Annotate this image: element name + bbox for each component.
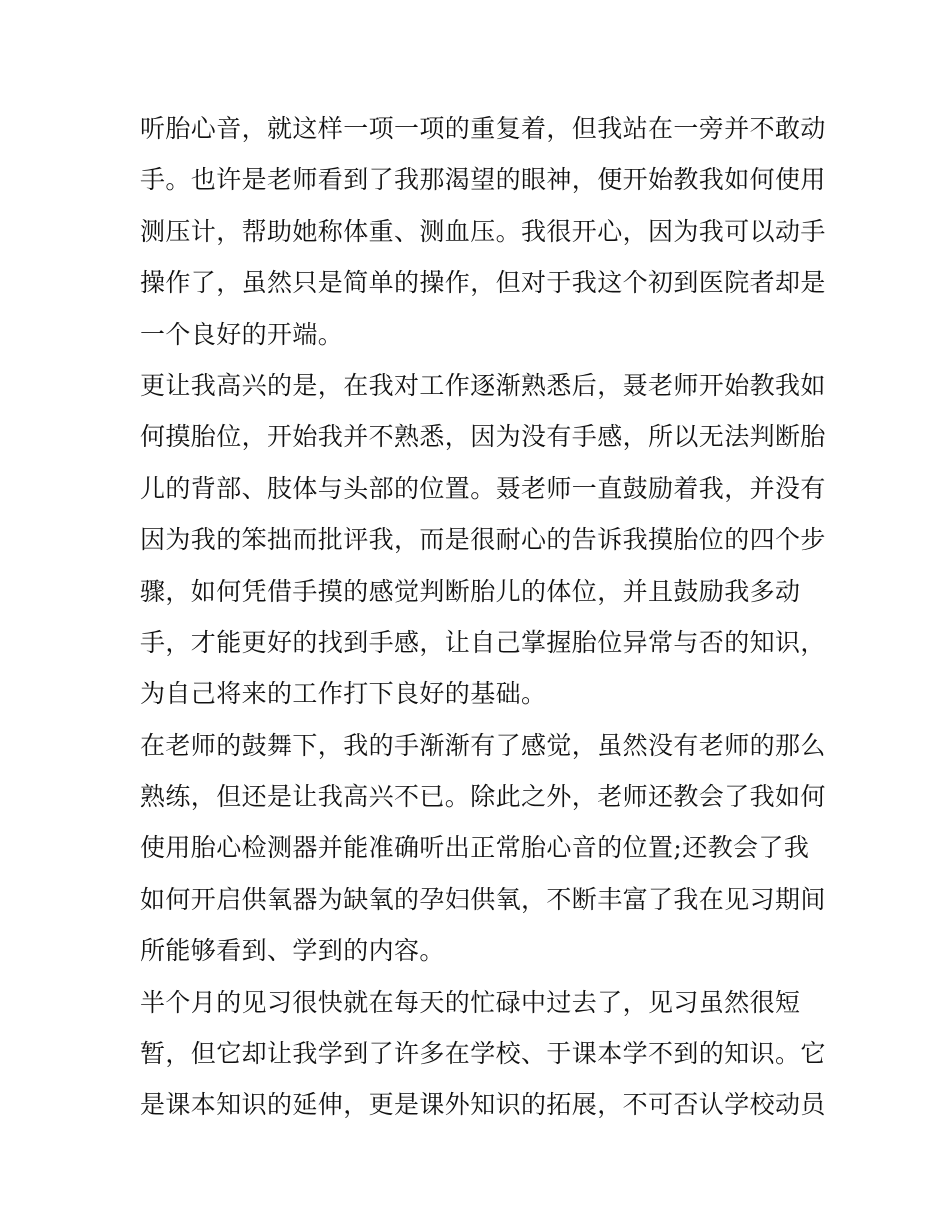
text-line: 半个月的见习很快就在每天的忙碌中过去了，见习虽然很短 [140,987,801,1017]
text-line: 更让我高兴的是，在我对工作逐渐熟悉后，聂老师开始教我如 [140,370,826,400]
text-line: 在老师的鼓舞下，我的手渐渐有了感觉，虽然没有老师的那么 [140,730,826,760]
text-line: 是课本知识的延伸，更是课外知识的拓展，不可否认学校动员 [140,1090,826,1120]
text-line: 暂，但它却让我学到了许多在学校、于课本学不到的知识。它 [140,1039,826,1069]
text-line: 儿的背部、肢体与头部的位置。聂老师一直鼓励着我，并没有 [140,473,826,503]
text-line: 手。也许是老师看到了我那渴望的眼神，便开始教我如何使用 [140,165,826,195]
text-line: 为自己将来的工作打下良好的基础。 [140,679,547,709]
body-text [140,103,826,1131]
text-line: 何摸胎位，开始我并不熟悉，因为没有手感，所以无法判断胎 [140,422,826,452]
text-line: 使用胎心检测器并能准确听出正常胎心音的位置;还教会了我 [140,833,810,863]
text-line: 一个良好的开端。 [140,319,344,349]
text-line: 测压计，帮助她称体重、测血压。我很开心，因为我可以动手 [140,216,826,246]
text-line: 因为我的笨拙而批评我，而是很耐心的告诉我摸胎位的四个步 [140,525,826,555]
text-line: 所能够看到、学到的内容。 [140,936,445,966]
text-line: 听胎心音，就这样一项一项的重复着，但我站在一旁并不敢动 [140,114,826,143]
text-line: 手，才能更好的找到手感，让自己掌握胎位异常与否的知识， [140,627,826,657]
text-line: 熟练，但还是让我高兴不已。除此之外，老师还教会了我如何 [140,782,826,812]
text-line: 如何开启供氧器为缺氧的孕妇供氧，不断丰富了我在见习期间 [140,884,826,914]
text-line: 骤，如何凭借手摸的感觉判断胎儿的体位，并且鼓励我多动 [140,576,801,606]
text-line: 操作了，虽然只是简单的操作，但对于我这个初到医院者却是 [140,268,826,298]
